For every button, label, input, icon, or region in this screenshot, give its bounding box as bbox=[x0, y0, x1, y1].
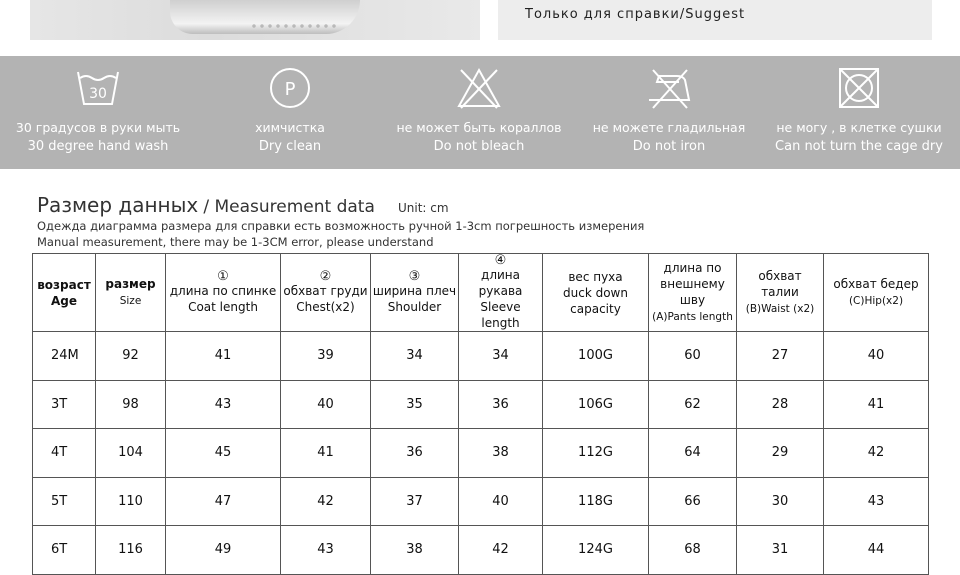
cell-down-capacity: 124G bbox=[543, 526, 649, 575]
cell-age: 5T bbox=[33, 477, 96, 526]
header-age: возраст Age bbox=[33, 254, 96, 332]
cell-coat-length: 49 bbox=[166, 526, 281, 575]
cell-coat-length: 45 bbox=[166, 429, 281, 478]
cell-size: 98 bbox=[96, 380, 166, 429]
care-label-en: Can not turn the cage dry bbox=[775, 139, 943, 154]
care-instructions-band bbox=[0, 56, 960, 169]
product-texture bbox=[250, 22, 340, 32]
measurement-note-ru: Одежда диаграмма размера для справки есть возможность ручной 1-3cm погрешность измерения bbox=[37, 219, 645, 233]
svg-text:P: P bbox=[284, 79, 296, 100]
cell-coat-length: 41 bbox=[166, 332, 281, 381]
cell-waist: 27 bbox=[737, 332, 824, 381]
cell-size: 92 bbox=[96, 332, 166, 381]
cell-age: 24M bbox=[33, 332, 96, 381]
header-size: размер Size bbox=[96, 254, 166, 332]
measurement-title-ru: Размер данных bbox=[37, 193, 199, 217]
care-label-ru: не могу , в клетке сушки bbox=[776, 120, 942, 135]
no-iron-icon bbox=[645, 66, 693, 110]
care-label-en: 30 degree hand wash bbox=[27, 139, 169, 154]
cell-coat-length: 47 bbox=[166, 477, 281, 526]
care-item-no-tumble-dry bbox=[763, 56, 955, 169]
top-strip bbox=[0, 0, 960, 50]
size-table bbox=[32, 253, 929, 575]
header-coat-length: ① длина по спинке Coat length bbox=[166, 254, 281, 332]
suggest-text: Только для справки/Suggest bbox=[525, 7, 746, 22]
cell-shoulder: 38 bbox=[371, 526, 459, 575]
table-row bbox=[33, 332, 929, 381]
care-item-no-iron bbox=[573, 56, 765, 169]
cell-waist: 31 bbox=[737, 526, 824, 575]
care-label-ru: не можете гладильная bbox=[592, 120, 746, 135]
header-pants-length: длина по внешнему шву (A)Pants length bbox=[649, 254, 737, 332]
care-item-dry-clean bbox=[194, 56, 386, 169]
table-header-row bbox=[33, 254, 929, 332]
cell-waist: 29 bbox=[737, 429, 824, 478]
no-tumble-dry-icon bbox=[835, 66, 883, 110]
measurement-title bbox=[37, 193, 449, 217]
hand-wash-icon bbox=[74, 66, 122, 110]
unit-label: Unit: cm bbox=[398, 201, 449, 215]
care-item-no-bleach bbox=[383, 56, 575, 169]
cell-down-capacity: 118G bbox=[543, 477, 649, 526]
dry-clean-icon bbox=[266, 66, 314, 110]
cell-down-capacity: 112G bbox=[543, 429, 649, 478]
cell-hip: 43 bbox=[824, 477, 929, 526]
cell-pants-length: 64 bbox=[649, 429, 737, 478]
cell-pants-length: 66 bbox=[649, 477, 737, 526]
cell-hip: 42 bbox=[824, 429, 929, 478]
cell-shoulder: 35 bbox=[371, 380, 459, 429]
header-chest: ② обхват груди Chest(x2) bbox=[281, 254, 371, 332]
cell-chest: 40 bbox=[281, 380, 371, 429]
cell-waist: 28 bbox=[737, 380, 824, 429]
cell-age: 6T bbox=[33, 526, 96, 575]
cell-coat-length: 43 bbox=[166, 380, 281, 429]
cell-size: 104 bbox=[96, 429, 166, 478]
care-label-en: Dry clean bbox=[258, 139, 322, 154]
care-label-en: Do not bleach bbox=[433, 139, 525, 154]
cell-sleeve-length: 36 bbox=[459, 380, 543, 429]
header-down-capacity: вес пуха duck down capacity bbox=[543, 254, 649, 332]
cell-shoulder: 36 bbox=[371, 429, 459, 478]
header-shoulder: ③ ширина плеч Shoulder bbox=[371, 254, 459, 332]
cell-sleeve-length: 38 bbox=[459, 429, 543, 478]
care-label-ru: 30 градусов в руки мыть bbox=[15, 120, 181, 135]
cell-chest: 39 bbox=[281, 332, 371, 381]
care-item-hand-wash bbox=[2, 56, 194, 169]
cell-down-capacity: 106G bbox=[543, 380, 649, 429]
cell-pants-length: 62 bbox=[649, 380, 737, 429]
header-waist: обхват талии (B)Waist (x2) bbox=[737, 254, 824, 332]
cell-sleeve-length: 40 bbox=[459, 477, 543, 526]
care-label-ru: не может быть кораллов bbox=[396, 120, 562, 135]
header-hip: обхват бедер (C)Hip(x2) bbox=[824, 254, 929, 332]
care-label-en: Do not iron bbox=[632, 139, 706, 154]
header-sleeve-length: ④ длина рукава Sleeve length bbox=[459, 254, 543, 332]
cell-chest: 42 bbox=[281, 477, 371, 526]
cell-age: 4T bbox=[33, 429, 96, 478]
cell-age: 3T bbox=[33, 380, 96, 429]
cell-shoulder: 34 bbox=[371, 332, 459, 381]
svg-text:30: 30 bbox=[89, 86, 107, 102]
table-row bbox=[33, 477, 929, 526]
cell-size: 116 bbox=[96, 526, 166, 575]
cell-hip: 44 bbox=[824, 526, 929, 575]
cell-size: 110 bbox=[96, 477, 166, 526]
cell-hip: 40 bbox=[824, 332, 929, 381]
measurement-title-en: / Measurement data bbox=[203, 197, 375, 217]
cell-sleeve-length: 34 bbox=[459, 332, 543, 381]
product-photo-crop bbox=[30, 0, 480, 40]
cell-waist: 30 bbox=[737, 477, 824, 526]
cell-chest: 43 bbox=[281, 526, 371, 575]
cell-shoulder: 37 bbox=[371, 477, 459, 526]
table-row bbox=[33, 380, 929, 429]
table-row bbox=[33, 526, 929, 575]
cell-sleeve-length: 42 bbox=[459, 526, 543, 575]
no-bleach-icon bbox=[455, 66, 503, 110]
measurement-note-en: Manual measurement, there may be 1-3CM error, please understand bbox=[37, 235, 434, 249]
cell-down-capacity: 100G bbox=[543, 332, 649, 381]
table-row bbox=[33, 429, 929, 478]
cell-hip: 41 bbox=[824, 380, 929, 429]
suggest-box bbox=[498, 0, 932, 40]
cell-pants-length: 60 bbox=[649, 332, 737, 381]
cell-chest: 41 bbox=[281, 429, 371, 478]
cell-pants-length: 68 bbox=[649, 526, 737, 575]
care-label-ru: химчистка bbox=[255, 120, 325, 135]
